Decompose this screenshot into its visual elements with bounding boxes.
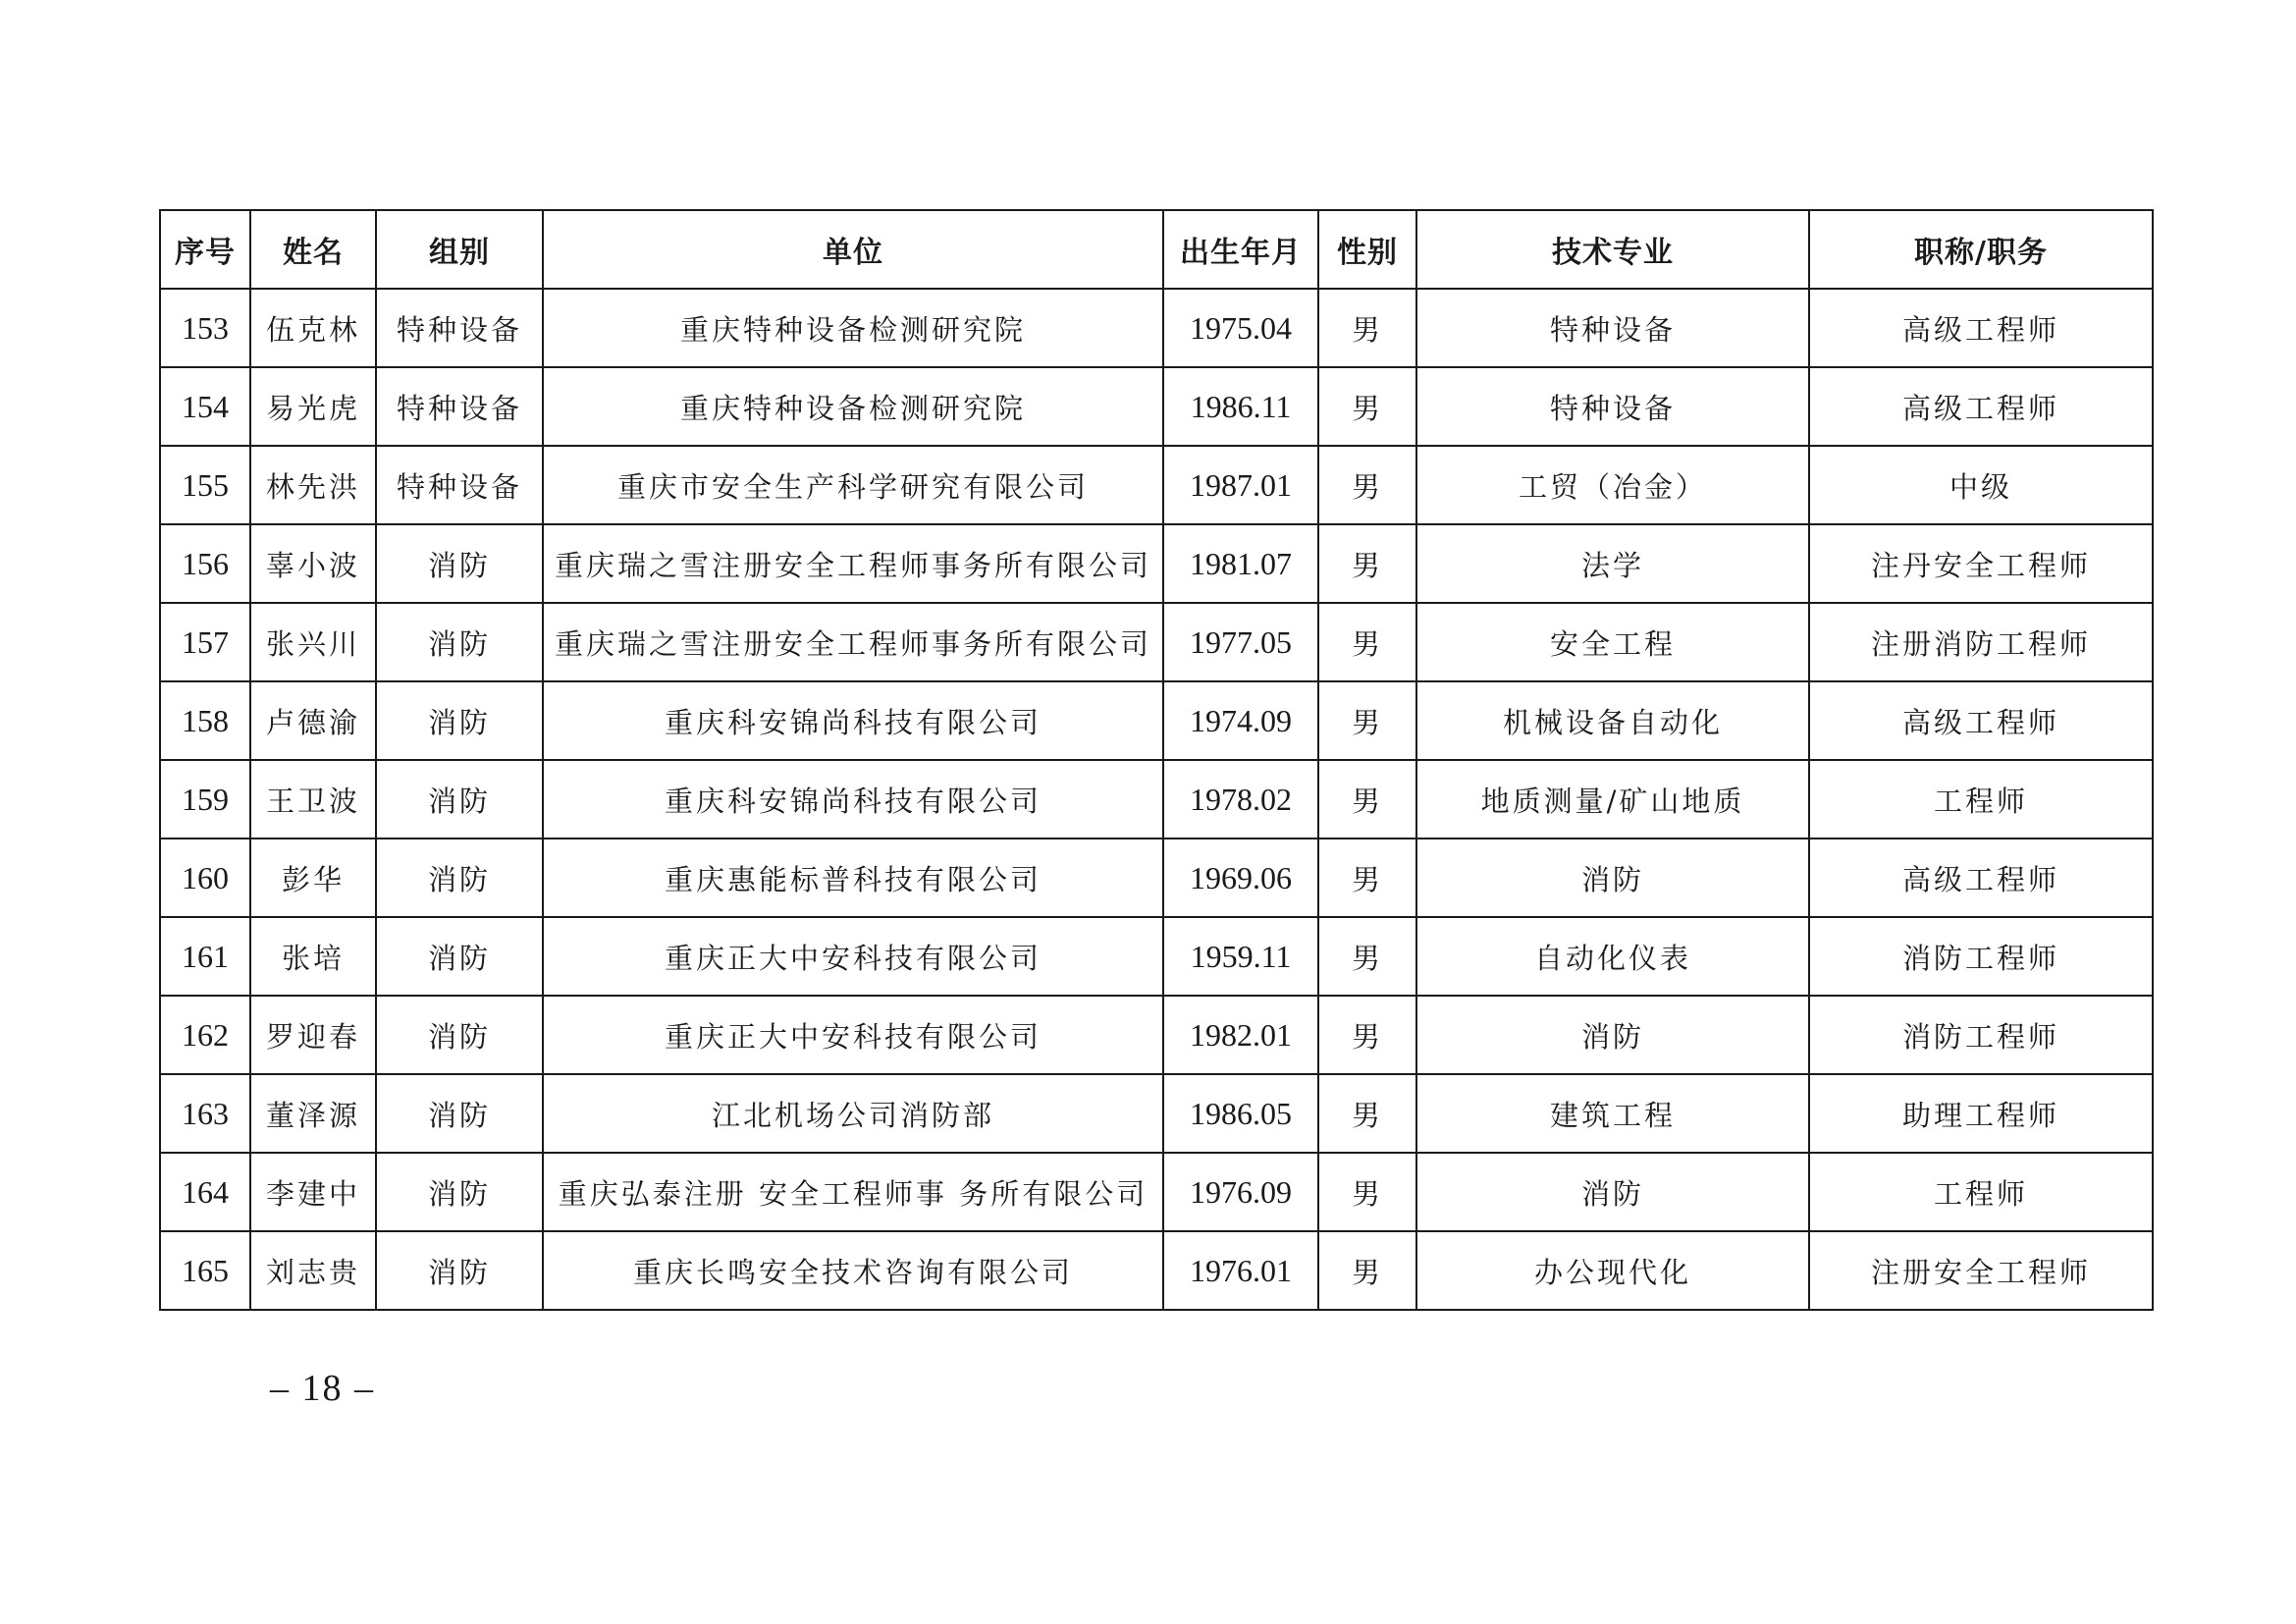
cell-gender: 男 xyxy=(1318,446,1416,524)
cell-name: 张兴川 xyxy=(250,603,376,681)
cell-title: 注册消防工程师 xyxy=(1809,603,2153,681)
cell-gender: 男 xyxy=(1318,996,1416,1074)
table-row xyxy=(160,917,2153,996)
cell-specialty: 消防 xyxy=(1416,1153,1809,1231)
cell-index: 156 xyxy=(160,524,250,603)
cell-index: 160 xyxy=(160,839,250,917)
cell-name: 王卫波 xyxy=(250,760,376,839)
cell-birth-date: 1978.02 xyxy=(1163,760,1318,839)
table-row xyxy=(160,1074,2153,1153)
header-group: 组别 xyxy=(376,210,543,289)
table-row xyxy=(160,446,2153,524)
cell-organization: 重庆长鸣安全技术咨询有限公司 xyxy=(543,1231,1163,1310)
roster-body xyxy=(160,289,2153,1310)
cell-group: 消防 xyxy=(376,917,543,996)
cell-name: 李建中 xyxy=(250,1153,376,1231)
cell-gender: 男 xyxy=(1318,1074,1416,1153)
cell-birth-date: 1959.11 xyxy=(1163,917,1318,996)
cell-title: 高级工程师 xyxy=(1809,289,2153,367)
cell-specialty: 机械设备自动化 xyxy=(1416,681,1809,760)
cell-organization: 重庆正大中安科技有限公司 xyxy=(543,996,1163,1074)
table-row xyxy=(160,1153,2153,1231)
cell-birth-date: 1986.11 xyxy=(1163,367,1318,446)
cell-specialty: 特种设备 xyxy=(1416,289,1809,367)
table-row xyxy=(160,760,2153,839)
cell-organization: 重庆特种设备检测研究院 xyxy=(543,289,1163,367)
cell-gender: 男 xyxy=(1318,917,1416,996)
cell-specialty: 自动化仪表 xyxy=(1416,917,1809,996)
header-title: 职称/职务 xyxy=(1809,210,2153,289)
table-row xyxy=(160,289,2153,367)
cell-birth-date: 1987.01 xyxy=(1163,446,1318,524)
cell-organization: 重庆科安锦尚科技有限公司 xyxy=(543,681,1163,760)
header-row xyxy=(160,210,2153,289)
cell-name: 伍克林 xyxy=(250,289,376,367)
cell-title: 高级工程师 xyxy=(1809,681,2153,760)
header-name: 姓名 xyxy=(250,210,376,289)
cell-birth-date: 1977.05 xyxy=(1163,603,1318,681)
cell-index: 165 xyxy=(160,1231,250,1310)
cell-title: 工程师 xyxy=(1809,760,2153,839)
table-row xyxy=(160,996,2153,1074)
cell-specialty: 安全工程 xyxy=(1416,603,1809,681)
cell-index: 161 xyxy=(160,917,250,996)
cell-index: 158 xyxy=(160,681,250,760)
cell-index: 157 xyxy=(160,603,250,681)
cell-organization: 重庆特种设备检测研究院 xyxy=(543,367,1163,446)
cell-name: 易光虎 xyxy=(250,367,376,446)
cell-title: 消防工程师 xyxy=(1809,996,2153,1074)
cell-specialty: 特种设备 xyxy=(1416,367,1809,446)
cell-gender: 男 xyxy=(1318,1231,1416,1310)
cell-gender: 男 xyxy=(1318,1153,1416,1231)
cell-organization: 重庆瑞之雪注册安全工程师事务所有限公司 xyxy=(543,603,1163,681)
cell-name: 辜小波 xyxy=(250,524,376,603)
cell-group: 特种设备 xyxy=(376,446,543,524)
cell-title: 工程师 xyxy=(1809,1153,2153,1231)
cell-birth-date: 1982.01 xyxy=(1163,996,1318,1074)
cell-group: 消防 xyxy=(376,1153,543,1231)
cell-title: 助理工程师 xyxy=(1809,1074,2153,1153)
table-row xyxy=(160,603,2153,681)
cell-name: 罗迎春 xyxy=(250,996,376,1074)
cell-gender: 男 xyxy=(1318,681,1416,760)
cell-organization: 重庆瑞之雪注册安全工程师事务所有限公司 xyxy=(543,524,1163,603)
cell-gender: 男 xyxy=(1318,367,1416,446)
table-row xyxy=(160,681,2153,760)
header-organization: 单位 xyxy=(543,210,1163,289)
cell-group: 消防 xyxy=(376,524,543,603)
header-birth-date: 出生年月 xyxy=(1163,210,1318,289)
cell-gender: 男 xyxy=(1318,760,1416,839)
cell-organization: 重庆市安全生产科学研究有限公司 xyxy=(543,446,1163,524)
cell-organization: 重庆惠能标普科技有限公司 xyxy=(543,839,1163,917)
cell-gender: 男 xyxy=(1318,839,1416,917)
page-number: – 18 – xyxy=(270,1368,375,1409)
cell-index: 159 xyxy=(160,760,250,839)
cell-group: 消防 xyxy=(376,681,543,760)
cell-name: 张培 xyxy=(250,917,376,996)
cell-index: 155 xyxy=(160,446,250,524)
cell-organization: 重庆正大中安科技有限公司 xyxy=(543,917,1163,996)
cell-birth-date: 1981.07 xyxy=(1163,524,1318,603)
cell-specialty: 法学 xyxy=(1416,524,1809,603)
cell-title: 高级工程师 xyxy=(1809,367,2153,446)
cell-group: 特种设备 xyxy=(376,367,543,446)
cell-index: 153 xyxy=(160,289,250,367)
cell-title: 消防工程师 xyxy=(1809,917,2153,996)
table-row xyxy=(160,839,2153,917)
cell-birth-date: 1974.09 xyxy=(1163,681,1318,760)
cell-birth-date: 1969.06 xyxy=(1163,839,1318,917)
cell-organization: 重庆科安锦尚科技有限公司 xyxy=(543,760,1163,839)
table-row xyxy=(160,524,2153,603)
cell-title: 注册安全工程师 xyxy=(1809,1231,2153,1310)
cell-index: 164 xyxy=(160,1153,250,1231)
cell-specialty: 地质测量/矿山地质 xyxy=(1416,760,1809,839)
header-index: 序号 xyxy=(160,210,250,289)
table-row xyxy=(160,367,2153,446)
cell-gender: 男 xyxy=(1318,603,1416,681)
cell-title: 中级 xyxy=(1809,446,2153,524)
cell-title: 注丹安全工程师 xyxy=(1809,524,2153,603)
cell-birth-date: 1976.09 xyxy=(1163,1153,1318,1231)
cell-specialty: 办公现代化 xyxy=(1416,1231,1809,1310)
cell-specialty: 消防 xyxy=(1416,996,1809,1074)
cell-group: 消防 xyxy=(376,839,543,917)
cell-title: 高级工程师 xyxy=(1809,839,2153,917)
header-specialty: 技术专业 xyxy=(1416,210,1809,289)
cell-group: 消防 xyxy=(376,1074,543,1153)
cell-name: 彭华 xyxy=(250,839,376,917)
cell-name: 董泽源 xyxy=(250,1074,376,1153)
cell-organization: 重庆弘泰注册 安全工程师事 务所有限公司 xyxy=(543,1153,1163,1231)
cell-gender: 男 xyxy=(1318,524,1416,603)
cell-group: 消防 xyxy=(376,1231,543,1310)
header-gender: 性别 xyxy=(1318,210,1416,289)
cell-gender: 男 xyxy=(1318,289,1416,367)
cell-birth-date: 1975.04 xyxy=(1163,289,1318,367)
cell-specialty: 消防 xyxy=(1416,839,1809,917)
cell-specialty: 工贸（冶金） xyxy=(1416,446,1809,524)
cell-birth-date: 1986.05 xyxy=(1163,1074,1318,1153)
cell-specialty: 建筑工程 xyxy=(1416,1074,1809,1153)
cell-index: 154 xyxy=(160,367,250,446)
roster-table xyxy=(159,209,2154,1311)
cell-index: 163 xyxy=(160,1074,250,1153)
cell-organization: 江北机场公司消防部 xyxy=(543,1074,1163,1153)
cell-group: 消防 xyxy=(376,760,543,839)
cell-name: 卢德渝 xyxy=(250,681,376,760)
cell-group: 特种设备 xyxy=(376,289,543,367)
cell-name: 林先洪 xyxy=(250,446,376,524)
cell-group: 消防 xyxy=(376,996,543,1074)
cell-birth-date: 1976.01 xyxy=(1163,1231,1318,1310)
cell-group: 消防 xyxy=(376,603,543,681)
table-row xyxy=(160,1231,2153,1310)
cell-index: 162 xyxy=(160,996,250,1074)
cell-name: 刘志贵 xyxy=(250,1231,376,1310)
